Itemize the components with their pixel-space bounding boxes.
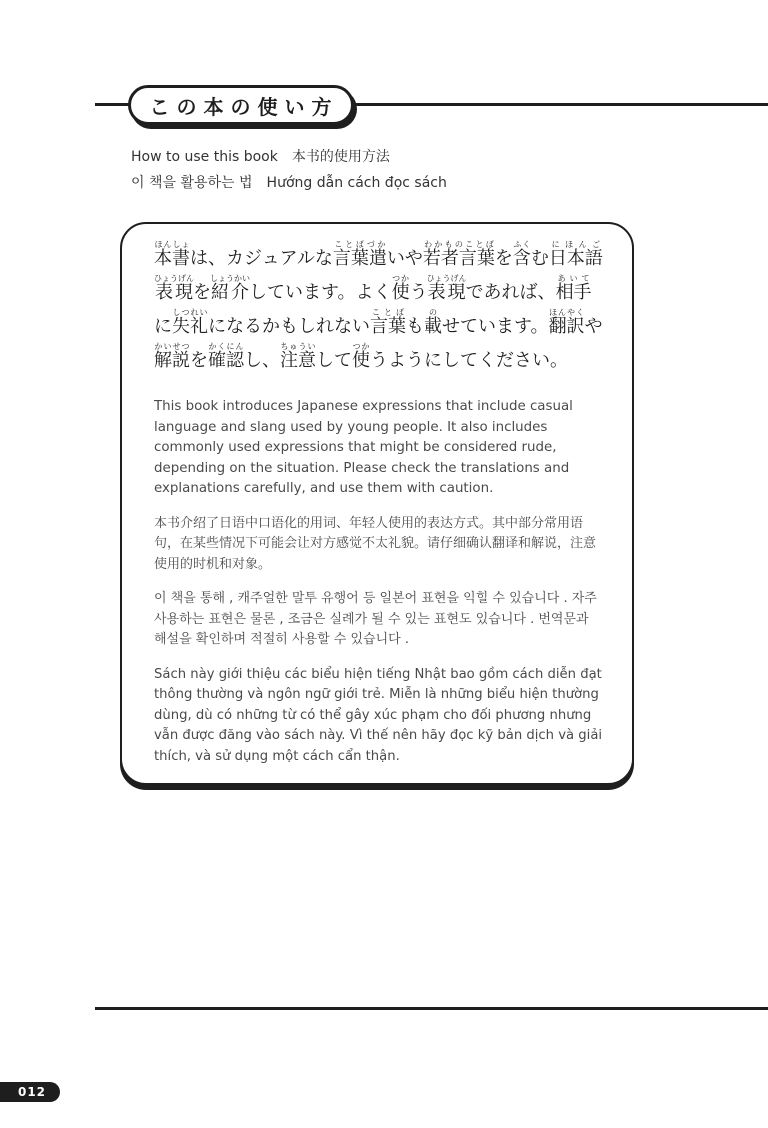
ruby-word: 表現ひょうげん <box>426 274 467 303</box>
ruby-word: 含ふく <box>512 240 531 269</box>
subtitle-en: How to use this book <box>131 149 278 165</box>
ruby-word: 注意ちゅうい <box>280 342 316 371</box>
ruby-word: 紹介しょうかい <box>210 274 250 303</box>
ruby-word: 確認かくにん <box>208 342 244 371</box>
ruby-word: 使つか <box>391 274 410 303</box>
paragraph-english: This book introduces Japanese expressions that include casual language and slang used by young people. It also includes commonly used expressions that might be considered rude, depending on the situation. Please check the translations and explanations carefully, and use them with caution. <box>154 399 573 496</box>
ruby-word: 失礼しつれい <box>172 308 208 337</box>
paragraph-chinese: 本书介绍了日语中口语化的用词、年轻人使用的表达方式。其中部分常用语句，在某些情况下可能会让对方感觉不太礼貌。请仔细确认翻译和解说，注意使用的时机和对象。 <box>154 515 597 572</box>
ruby-word: 解説かいせつ <box>154 342 190 371</box>
ruby-word: 使つか <box>352 342 370 371</box>
ruby-word: 言葉遣ことばづか <box>332 240 387 269</box>
subtitle-zh: 本书的使用方法 <box>291 149 390 165</box>
ruby-word: 本書ほんしょ <box>154 240 190 269</box>
ruby-word: 言葉ことば <box>370 308 406 337</box>
ruby-word: 翻訳ほんやく <box>548 308 585 337</box>
ruby-word: 表現ひょうげん <box>154 274 194 303</box>
bottom-rule <box>95 1007 768 1010</box>
info-card <box>120 222 634 785</box>
subtitle-vi: Hướng dẫn cách đọc sách <box>266 175 447 191</box>
ruby-word: 日本語にほんご <box>548 240 603 269</box>
ruby-word: 相手あいて <box>555 274 592 303</box>
intro-japanese: 本書ほんしょは、カジュアルな言葉遣ことばづかいや若者言葉わかものことばを含ふくむ日本語にほんご表現ひょうげんを紹介しょうかいしています。よく使つかう表現ひょうげんであれば、相手あいてに失礼しつれいになるかもしれない言葉ことばも載のせています。翻訳ほんやくや解説かいせつを確認かくにんし、注意ちゅういして使つかうようにしてください。 <box>154 240 603 371</box>
ruby-word: 載の <box>424 308 442 337</box>
page-number: 012 <box>0 1082 60 1102</box>
ruby-word: 若者言葉わかものことば <box>422 240 495 269</box>
paragraph-korean: 이 책을 통해 , 캐주얼한 말투 유행어 등 일본어 표현을 익힐 수 있습니다 . 자주 사용하는 표현은 물론 , 조금은 실례가 될 수 있는 표현도 있습니다 . 번역문과 해설을 확인하며 적절히 사용할 수 있습니다 . <box>154 591 597 647</box>
subtitle-ko: 이 책을 활용하는 법 <box>131 175 253 191</box>
paragraph-vietnamese: Sách này giới thiệu các biểu hiện tiếng Nhật bao gồm cách diễn đạt thông thường và ngôn ngữ giới trẻ. Miễn là những biểu hiện thường dùng, dù có những từ có thể gây xúc phạm cho đối phương nhưng vẫn được đăng vào sách này. Vì thế nên hãy đọc kỹ bản dịch và giải thích, và sử dụng một cách cẩn thận. <box>154 666 603 764</box>
subtitle-line-1 <box>131 146 390 166</box>
section-title: この本の使い方 <box>128 85 354 125</box>
subtitle-line-2 <box>131 172 447 192</box>
